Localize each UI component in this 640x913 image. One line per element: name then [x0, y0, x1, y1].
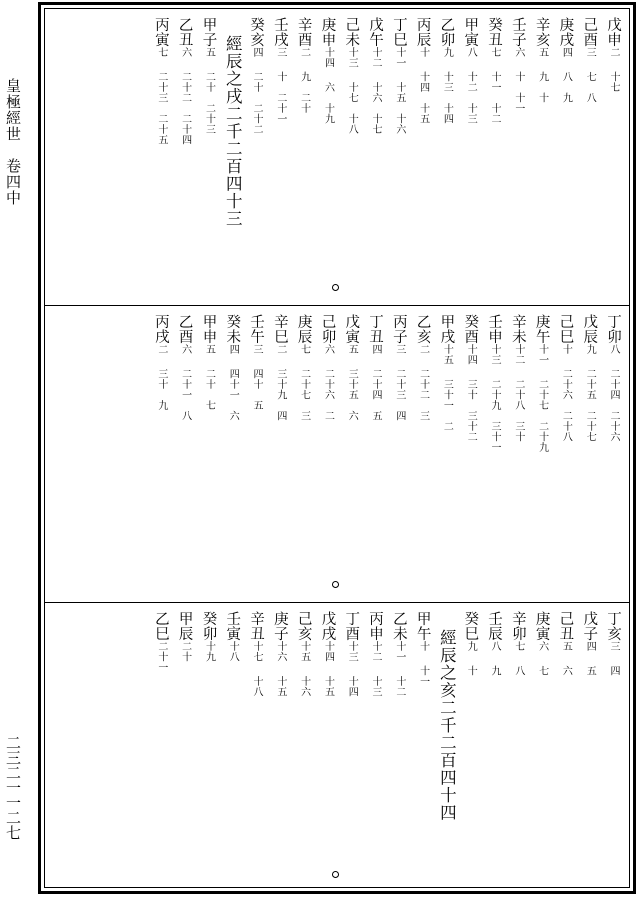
- cyclical-term: 甲子: [200, 17, 217, 47]
- annotation-numbers: 二十四 五: [370, 368, 382, 421]
- annotation-numbers: 三十五 六: [346, 368, 358, 421]
- annotation-numbers: 二十六 二十八: [560, 368, 572, 442]
- text-column: [530, 314, 554, 453]
- term-number: 十一: [536, 344, 548, 365]
- annotation-numbers: 九 十: [536, 71, 548, 103]
- term-number: 十七: [251, 641, 263, 662]
- text-column: [435, 314, 459, 453]
- cyclical-term: 甲寅: [462, 17, 479, 47]
- term-number: 五: [203, 344, 215, 355]
- annotation-numbers: 三十九 四: [274, 368, 286, 421]
- text-column: [482, 17, 506, 228]
- text-column: [292, 611, 316, 822]
- panel-middle: [45, 306, 629, 602]
- term-number: 十二: [512, 344, 524, 365]
- cyclical-term: 壬午: [248, 314, 265, 344]
- annotation-numbers: 七 八: [584, 71, 596, 103]
- annotation-numbers: 十 十一: [512, 71, 524, 114]
- text-column: [292, 17, 316, 228]
- text-column: [577, 314, 601, 453]
- term-number: 六: [512, 47, 524, 58]
- term-number: 十二: [370, 641, 382, 662]
- cyclical-term: 癸卯: [200, 611, 217, 641]
- text-column: [387, 314, 411, 453]
- annotation-numbers: 六 十九: [322, 82, 334, 124]
- annotation-numbers: 四十 五: [251, 368, 263, 411]
- cyclical-term: 甲申: [200, 314, 217, 344]
- cyclical-term: 丁酉: [343, 611, 360, 641]
- annotation-numbers: 二十二 二十四: [179, 71, 191, 145]
- margin-book-title: 皇極經世 卷四中: [4, 78, 22, 206]
- text-column: [316, 314, 340, 453]
- annotation-numbers: 十五: [274, 676, 286, 697]
- cyclical-term: 辛酉: [295, 17, 312, 47]
- cyclical-term: 癸丑: [486, 17, 503, 47]
- term-number: 七: [298, 344, 310, 355]
- annotation-numbers: 十六 十七: [370, 82, 382, 135]
- text-column: [292, 314, 316, 453]
- panel-columns: [149, 611, 625, 822]
- term-number: 二: [417, 344, 429, 355]
- text-column: [173, 314, 197, 453]
- text-column: [220, 314, 244, 453]
- cyclical-term: 辛未: [509, 314, 526, 344]
- annotation-numbers: 八 九: [560, 71, 572, 103]
- cyclical-term: 丁卯: [605, 314, 621, 344]
- term-number: 九: [584, 344, 596, 355]
- cyclical-term: 丙寅: [152, 17, 169, 47]
- term-number: 十二: [370, 47, 382, 68]
- annotation-numbers: 十一: [417, 665, 429, 687]
- term-number: 二: [608, 47, 619, 58]
- annotation-numbers: 十 二十一: [274, 71, 286, 124]
- panel-bottom: [45, 603, 629, 891]
- annotation-numbers: 二十一 八: [179, 368, 191, 421]
- term-number: 十: [417, 47, 429, 58]
- term-number: 六: [179, 344, 191, 355]
- text-column: [339, 314, 363, 453]
- cyclical-term: 甲辰: [176, 611, 193, 641]
- term-number: 十三: [489, 344, 501, 365]
- term-number: 二十: [179, 641, 191, 662]
- term-number: 七: [155, 47, 167, 58]
- annotation-numbers: 十五 十六: [393, 82, 405, 135]
- annotation-numbers: 十三 十四: [441, 71, 453, 124]
- cyclical-term: 壬寅: [224, 611, 241, 641]
- text-column: [268, 17, 292, 228]
- cyclical-term: 乙卯: [438, 17, 455, 47]
- panel-marker-circle: [332, 581, 339, 588]
- term-number: 五: [346, 344, 358, 355]
- cyclical-term: 丙戌: [152, 314, 169, 344]
- text-column: [506, 17, 530, 228]
- panel-columns: [149, 314, 625, 453]
- cyclical-term: 甲戌: [438, 314, 455, 344]
- cyclical-term: 乙亥: [414, 314, 431, 344]
- term-number: 六: [536, 641, 548, 652]
- annotation-numbers: 四十一 六: [227, 368, 239, 421]
- annotation-numbers: 十五: [322, 676, 334, 697]
- text-column: [268, 314, 292, 453]
- term-number: 六: [322, 344, 334, 355]
- annotation-numbers: 三十一 二: [441, 379, 453, 432]
- term-number: 四: [370, 344, 382, 355]
- text-column: [411, 611, 435, 822]
- text-column: [363, 17, 387, 228]
- text-column: [554, 611, 578, 822]
- text-column: [506, 611, 530, 822]
- annotation-numbers: 十七 十八: [346, 82, 358, 135]
- term-number: 二: [274, 344, 286, 355]
- annotation-numbers: 八: [512, 665, 524, 676]
- term-number: 七: [512, 641, 524, 652]
- annotation-numbers: 二十九 三十一: [489, 379, 501, 453]
- text-column: [339, 17, 363, 228]
- term-number: 十四: [465, 344, 477, 365]
- annotation-numbers: 二十七 二十九: [536, 379, 548, 453]
- cyclical-term: 辛亥: [533, 17, 550, 47]
- cyclical-term: 辛丑: [248, 611, 265, 641]
- term-number: 十一: [393, 47, 405, 68]
- annotation-numbers: 二十五 二十七: [584, 368, 596, 442]
- text-column: [530, 611, 554, 822]
- text-column: [530, 17, 554, 228]
- heading-column: [435, 611, 459, 822]
- cyclical-term: 癸亥: [248, 17, 265, 47]
- term-number: 四: [227, 344, 239, 355]
- term-number: 四: [251, 47, 263, 58]
- text-column: [482, 314, 506, 453]
- text-column: [244, 17, 268, 228]
- text-column: [601, 17, 625, 228]
- annotation-numbers: 十四 十五: [417, 71, 429, 124]
- annotation-numbers: 二十八 三十: [512, 379, 524, 442]
- text-column: [363, 611, 387, 822]
- annotation-numbers: 十: [465, 665, 477, 676]
- term-number: 六: [179, 47, 191, 58]
- term-number: 五: [536, 47, 548, 58]
- cyclical-term: 甲午: [414, 611, 431, 641]
- cyclical-term: 辛卯: [509, 611, 526, 641]
- annotation-numbers: 五: [584, 665, 596, 676]
- annotation-numbers: 二十二 三: [417, 368, 429, 421]
- text-column: [316, 611, 340, 822]
- term-number: 七: [489, 47, 501, 58]
- text-column: [387, 611, 411, 822]
- text-column: [435, 17, 459, 228]
- cyclical-term: 己未: [343, 17, 360, 47]
- cyclical-term: 庚戌: [557, 17, 574, 47]
- annotation-numbers: 二十 二十三: [203, 71, 215, 135]
- text-column: [197, 611, 221, 822]
- text-column: [577, 17, 601, 228]
- cyclical-term: 丁丑: [367, 314, 384, 344]
- term-number: 八: [608, 344, 619, 355]
- term-number: 十四: [322, 641, 334, 662]
- cyclical-term: 戊申: [605, 17, 621, 47]
- term-number: 八: [465, 47, 477, 58]
- cyclical-term: 壬子: [509, 17, 526, 47]
- cyclical-term: 丙子: [390, 314, 407, 344]
- cyclical-term: 戊辰: [581, 314, 598, 344]
- text-column: [173, 611, 197, 822]
- text-column: [554, 314, 578, 453]
- term-number: 九: [465, 641, 477, 652]
- cyclical-term: 乙丑: [176, 17, 193, 47]
- cyclical-term: 戊子: [581, 611, 598, 641]
- cyclical-term: 乙未: [390, 611, 407, 641]
- term-number: 九: [441, 47, 453, 58]
- term-number: 三: [251, 344, 263, 355]
- term-number: 十五: [298, 641, 310, 662]
- panel-marker-circle: [332, 871, 339, 878]
- cyclical-term: 庚辰: [295, 314, 312, 344]
- text-column: [149, 611, 173, 822]
- text-column: [173, 17, 197, 228]
- text-column: [458, 314, 482, 453]
- text-column: [244, 314, 268, 453]
- term-number: 十六: [274, 641, 286, 662]
- cyclical-term: 乙巳: [152, 611, 169, 641]
- annotation-numbers: 七: [536, 665, 548, 676]
- text-column: [149, 17, 173, 228]
- cyclical-term: 己丑: [557, 611, 574, 641]
- page-frame: [38, 2, 636, 894]
- cyclical-term: 戊戌: [319, 611, 336, 641]
- cyclical-term: 庚寅: [533, 611, 550, 641]
- cyclical-term: 己巳: [557, 314, 574, 344]
- panel-top: [45, 9, 629, 305]
- term-number: 四: [584, 641, 596, 652]
- text-column: [339, 611, 363, 822]
- heading-text: 經辰之亥二千二百四十四: [437, 629, 457, 822]
- term-number: 十: [560, 344, 572, 355]
- text-column: [244, 611, 268, 822]
- term-number: 三: [393, 344, 405, 355]
- cyclical-term: 己亥: [295, 611, 312, 641]
- annotation-numbers: 二十三 二十五: [155, 71, 167, 145]
- panel-columns: [149, 17, 625, 228]
- term-number: 三: [584, 47, 596, 58]
- text-column: [197, 314, 221, 453]
- annotation-numbers: 二十 二十二: [251, 71, 263, 135]
- heading-text: 經辰之戌二千二百四十三: [223, 35, 243, 228]
- cyclical-term: 戊午: [367, 17, 384, 47]
- cyclical-term: 丁巳: [390, 17, 407, 47]
- cyclical-term: 壬辰: [486, 611, 503, 641]
- text-column: [458, 611, 482, 822]
- annotation-numbers: 九 二十: [298, 71, 310, 114]
- term-number: 三: [608, 641, 619, 652]
- term-number: 十三: [346, 47, 358, 68]
- cyclical-term: 己卯: [319, 314, 336, 344]
- term-number: 十四: [322, 47, 334, 68]
- cyclical-term: 丁亥: [605, 611, 621, 641]
- annotation-numbers: 十六: [298, 676, 310, 697]
- cyclical-term: 乙酉: [176, 314, 193, 344]
- term-number: 四: [560, 47, 572, 58]
- page-inner-frame: [44, 8, 630, 888]
- annotation-numbers: 十四: [346, 676, 358, 697]
- text-column: [506, 314, 530, 453]
- annotation-numbers: 二十四 二十六: [608, 368, 619, 442]
- text-column: [554, 17, 578, 228]
- cyclical-term: 己酉: [581, 17, 598, 47]
- term-number: 二十一: [155, 641, 167, 673]
- term-number: 八: [489, 641, 501, 652]
- annotation-numbers: 十二: [393, 676, 405, 697]
- text-column: [411, 17, 435, 228]
- annotation-numbers: 九: [489, 665, 501, 676]
- cyclical-term: 壬戌: [271, 17, 288, 47]
- cyclical-term: 庚申: [319, 17, 336, 47]
- annotation-numbers: 三十 三十二: [465, 379, 477, 442]
- annotation-numbers: 六: [560, 665, 572, 676]
- term-number: 十五: [441, 344, 453, 365]
- heading-column: [220, 17, 244, 228]
- cyclical-term: 癸巳: [462, 611, 479, 641]
- cyclical-term: 辛巳: [271, 314, 288, 344]
- annotation-numbers: 十三: [370, 676, 382, 697]
- term-number: 十: [417, 641, 429, 652]
- annotation-numbers: 二十 七: [203, 368, 215, 411]
- text-column: [220, 611, 244, 822]
- annotation-numbers: 十七: [608, 71, 619, 93]
- text-column: [601, 314, 625, 453]
- term-number: 十三: [346, 641, 358, 662]
- cyclical-term: 丙申: [367, 611, 384, 641]
- term-number: 五: [203, 47, 215, 58]
- cyclical-term: 戊寅: [343, 314, 360, 344]
- annotation-numbers: 十二 十三: [465, 71, 477, 124]
- text-column: [601, 611, 625, 822]
- text-column: [482, 611, 506, 822]
- text-column: [387, 17, 411, 228]
- panel-marker-circle: [332, 284, 339, 291]
- cyclical-term: 庚午: [533, 314, 550, 344]
- annotation-numbers: 二十七 三: [298, 368, 310, 421]
- text-column: [316, 17, 340, 228]
- text-column: [268, 611, 292, 822]
- margin-page-number: 二三二一一二七: [4, 735, 22, 840]
- cyclical-term: 庚子: [271, 611, 288, 641]
- cyclical-term: 癸未: [224, 314, 241, 344]
- annotation-numbers: 三十 九: [155, 368, 167, 411]
- term-number: 二: [298, 47, 310, 58]
- annotation-numbers: 十一 十二: [489, 71, 501, 124]
- term-number: 十八: [227, 641, 239, 662]
- cyclical-term: 丙辰: [414, 17, 431, 47]
- annotation-numbers: 二十三 四: [393, 368, 405, 421]
- text-column: [411, 314, 435, 453]
- annotation-numbers: 四: [608, 665, 619, 676]
- term-number: 十九: [203, 641, 215, 662]
- text-column: [363, 314, 387, 453]
- annotation-numbers: 十八: [251, 676, 263, 697]
- cyclical-term: 壬申: [486, 314, 503, 344]
- text-column: [149, 314, 173, 453]
- term-number: 三: [274, 47, 286, 58]
- annotation-numbers: 二十六 二: [322, 368, 334, 421]
- term-number: 二: [155, 344, 167, 355]
- term-number: 十一: [393, 641, 405, 662]
- text-column: [577, 611, 601, 822]
- text-column: [197, 17, 221, 228]
- text-column: [458, 17, 482, 228]
- cyclical-term: 癸酉: [462, 314, 479, 344]
- term-number: 五: [560, 641, 572, 652]
